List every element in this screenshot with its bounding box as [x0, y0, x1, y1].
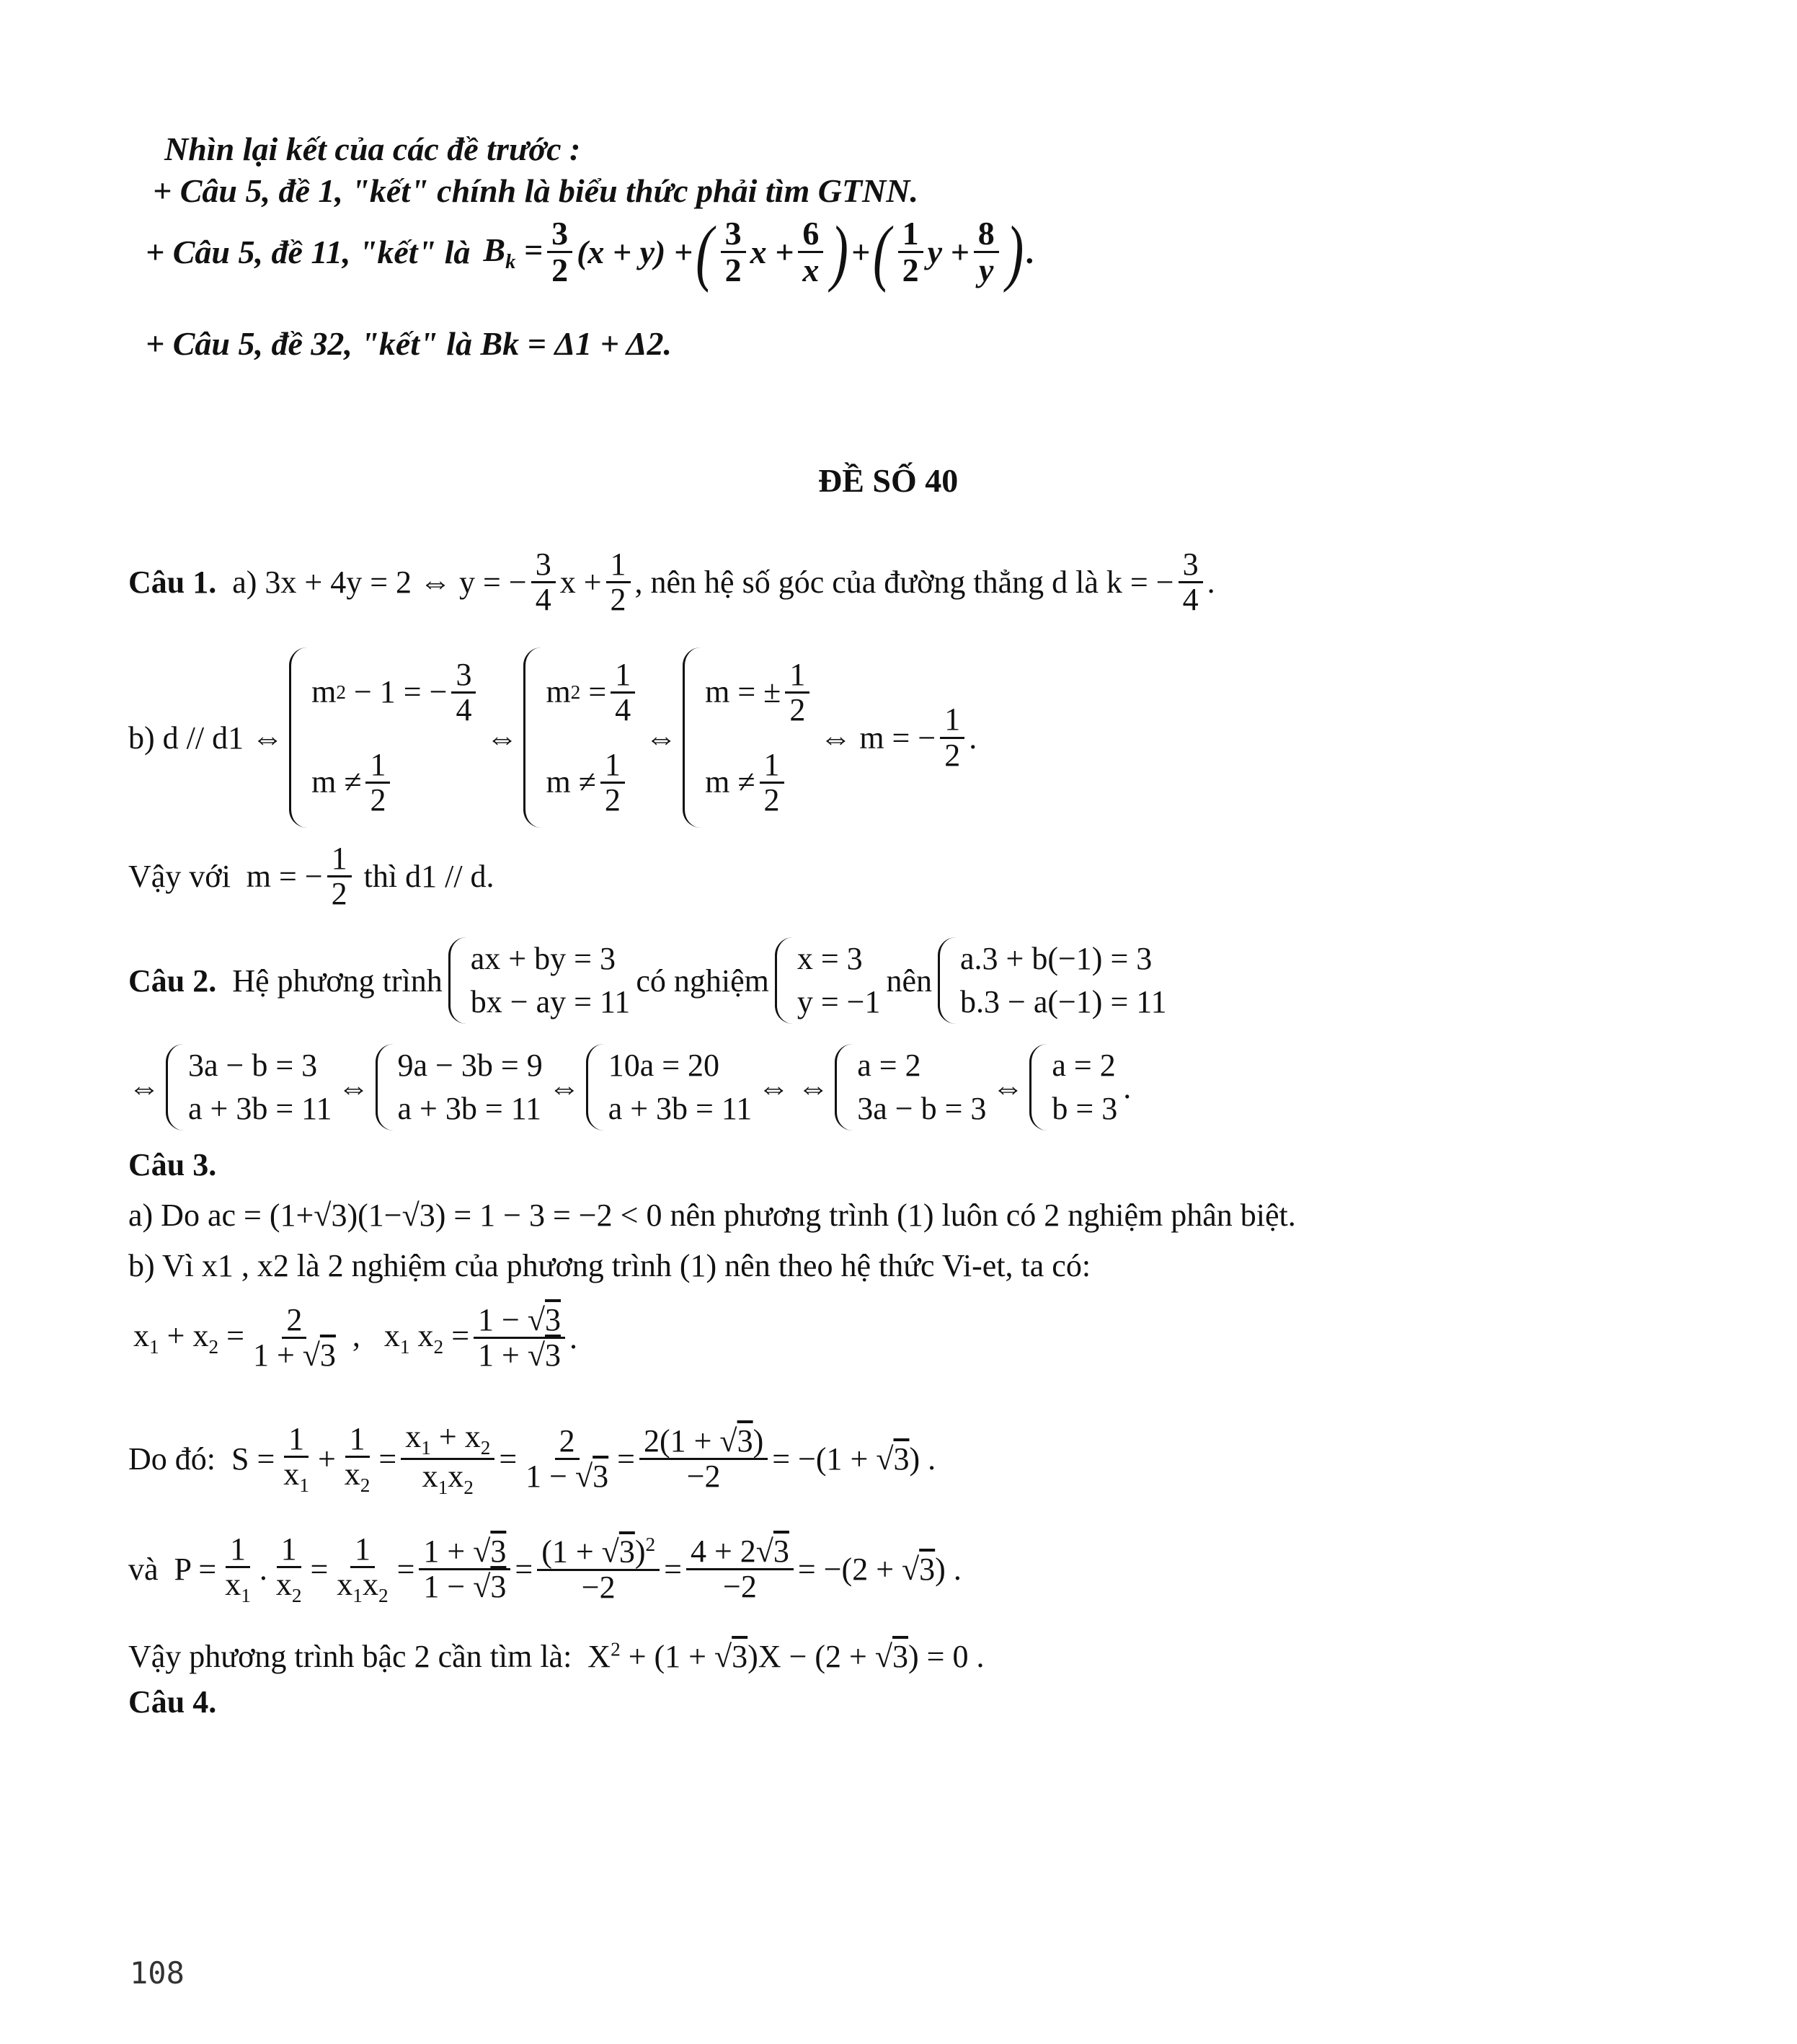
q3-va: và [128, 1552, 159, 1588]
q2-label: Câu 2. [128, 963, 217, 999]
q2-text-3: nên [886, 963, 932, 999]
q1-conclusion-pre: Vậy với [128, 859, 231, 895]
q3-label: Câu 3. [128, 1147, 217, 1182]
q1-a-text: a) 3x + 4y = 2 ⇔ y = − [232, 565, 527, 601]
q2-line-2: ⇔ 3a − b = 3 a + 3b = 11 ⇔ 9a − 3b = 9 a + 3b = 11 ⇔ 10a = 20 a + 3b = 11 ⇔ ⇔ a = 2 3a − b = 3 ⇔ a = 2 b = 3 . [128, 1044, 1131, 1131]
q3-sum: Do đó: S = $\frac{1}{x_1}$ + $\frac{1}{x_2}$ = $\frac{x_1 + x_2}{x_1x_2}$ = $\frac{2}{1 - √3}$ = $\frac{2(1 + √3)}{-2}$ = −(1 + √3) . [128, 1419, 936, 1499]
q1-label: Câu 1. [128, 565, 217, 601]
page-title: ĐỀ SỐ 40 [818, 462, 959, 499]
q1-conclusion: Vậy với m = − $\frac{1}{2}$ thì d1 // d. [128, 841, 494, 912]
q2-text-1: Hệ phương trình [232, 963, 443, 999]
q3-b: b) Vì x1 , x2 là 2 nghiệm của phương trình (1) nên theo hệ thức Vi-et, ta có: [128, 1248, 1091, 1283]
q2-system-sub: a.3 + b(−1) = 3 b.3 − a(−1) = 11 [938, 937, 1167, 1024]
q3-do-do: Do đó: [128, 1441, 216, 1477]
q3-a: a) Do ac = (1+√3)(1−√3) = 1 − 3 = −2 < 0 nên phương trình (1) luôn có 2 nghiệm phân biệt. [128, 1198, 1296, 1233]
q1-a-mid: , nên hệ số góc của đường thẳng d là k = − [634, 565, 1174, 601]
page-number: 108 [130, 1955, 185, 1991]
intro-line-2-text: + Câu 5, đề 11, "kết" là [146, 234, 471, 271]
q1-a: Câu 1. a) 3x + 4y = 2 ⇔ y = − $\frac{3}{4}$ x + $\frac{1}{2}$ , nên hệ số góc của đường thẳng d là k = − $\frac{3}{4}$ . [128, 547, 1215, 618]
q2-text-2: có nghiệm [636, 963, 769, 999]
intro-line-1: + Câu 5, đề 1, "kết" chính là biểu thức phải tìm GTNN. [153, 172, 918, 209]
q1-system-3: m = ± 1 2 m ≠ 1 2 [683, 647, 814, 828]
q3-product: và P = $\frac{1}{x_1}$ . $\frac{1}{x_2}$ = $\frac{1}{x_1x_2}$ = $\frac{1 + √3}{1 - √3}$ = $\frac{(1 + √3)^2}{-2}$ = $\frac{4 + 2√3}{-2}$ = −(2 + √3) . [128, 1531, 962, 1606]
q1-system-2: m 2 = 1 4 m ≠ 1 2 [523, 647, 639, 828]
q1-system-1: m 2 − 1 = − 3 4 m ≠ 1 2 [289, 647, 480, 828]
q1-b: b) d // d1 ⇔ m 2 − 1 = − 3 4 m ≠ 1 2 ⇔ m 2 = 1 4 m ≠ 1 2 ⇔ m = ± 1 2 m ≠ 1 2 ⇔ m = − $\frac{1}{2}$ . [128, 647, 977, 828]
q2-system-given: ax + by = 3 bx − ay = 11 [448, 937, 631, 1024]
q1-b-label: b) d // d1 ⇔ [128, 720, 284, 756]
intro-line-3: + Câu 5, đề 32, "kết" là Bk = Δ1 + Δ2. [146, 325, 673, 362]
q1-conclusion-post: thì d1 // d. [363, 859, 494, 895]
intro-line-2: + Câu 5, đề 11, "kết" là $B_k$ = $\frac{3}{2}$ (x + y) + ( 3 2 x + $\frac{6}{x}$ ) + ( 1 2 y + $\frac{8}{y}$ ) . [146, 210, 1035, 293]
q3-final-text: Vậy phương trình bậc 2 cần tìm là: [128, 1639, 572, 1674]
q3-final: Vậy phương trình bậc 2 cần tìm là: $X^2 + (1 + √3)X - (2 + √3) = 0$ . [128, 1638, 985, 1674]
q4-label: Câu 4. [128, 1684, 217, 1720]
q2-line-1 [128, 937, 1173, 1024]
q2-system-solution: x = 3 y = −1 [775, 937, 881, 1024]
q3-vieta: $x_1 + x_2$ = $\frac{2}{1 + √3}$ , $x_1$ $x_2$ = $\frac{1 - √3}{1 + √3}$ . [133, 1302, 577, 1373]
intro-heading: Nhìn lại kết của các đề trước : [164, 130, 581, 167]
